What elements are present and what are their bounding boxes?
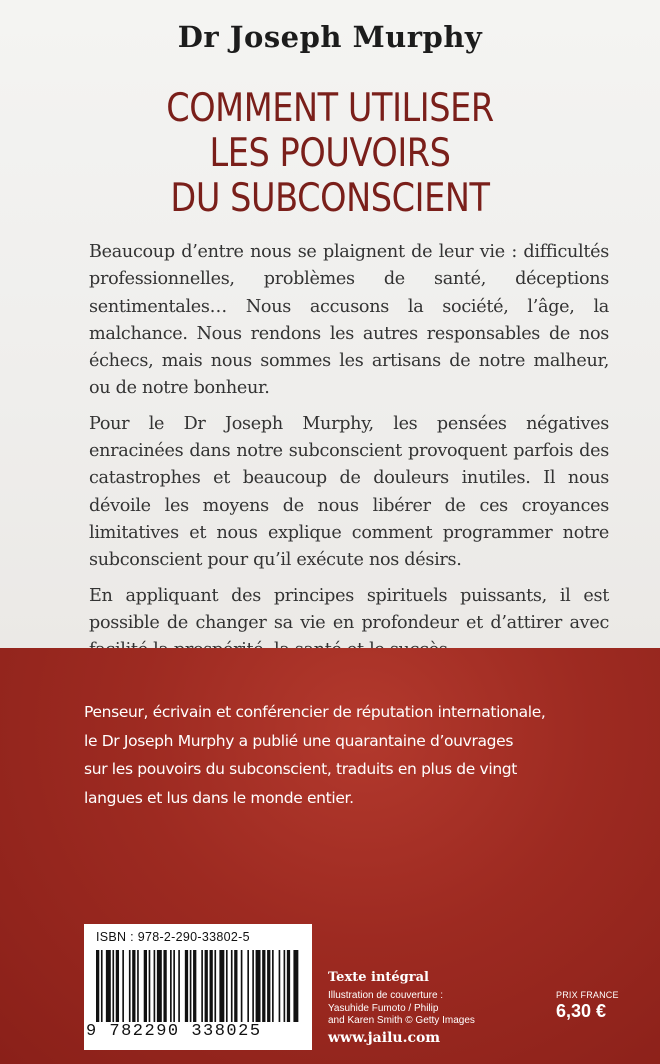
- barcode-bar-26: [231, 950, 233, 1022]
- isbn-text: ISBN : 978-2-290-33802-5: [96, 930, 250, 944]
- barcode-bar-13: [163, 950, 166, 1022]
- barcode-bar-31: [256, 950, 261, 1022]
- barcode-bar-24: [219, 950, 224, 1022]
- barcode-bar-9: [144, 950, 147, 1022]
- author-name: Dr Joseph Murphy: [177, 20, 483, 54]
- barcode-bar-4: [116, 950, 119, 1022]
- title-line-1: COMMENT UTILISER: [166, 86, 494, 131]
- title-line-3: DU SUBCONSCIENT: [170, 176, 490, 221]
- bio-line-3: sur les pouvoirs du subconscient, traduits en plus de vingt: [84, 760, 518, 779]
- barcode-bar-3: [112, 950, 114, 1022]
- barcode-bar-17: [185, 950, 188, 1022]
- barcode-bar-25: [226, 950, 228, 1022]
- barcode-bar-30: [252, 950, 254, 1022]
- bio-line-4: langues et lus dans le monde entier.: [84, 789, 354, 808]
- barcode-bar-5: [122, 950, 124, 1022]
- website-link[interactable]: www.jailu.com: [328, 1029, 441, 1046]
- barcode-bar-18: [190, 950, 192, 1022]
- barcode-bar-23: [214, 950, 216, 1022]
- barcode-bar-8: [137, 950, 139, 1022]
- bio-line-2: le Dr Joseph Murphy a publié une quarantaine d’ouvrages: [84, 731, 514, 750]
- barcode-bar-34: [272, 950, 274, 1022]
- barcode-bar-37: [287, 950, 290, 1022]
- barcode-bar-6: [129, 950, 131, 1022]
- illustration-line-3: and Karen Smith © Getty Images: [328, 1015, 475, 1026]
- barcode-label: [84, 924, 312, 1050]
- blurb-paragraph-3: En appliquant des principes spirituels puissants, il est possible de changer sa vie en profondeur et d’attirer avec: [89, 585, 609, 633]
- author-bio: [84, 698, 644, 813]
- barcode-icon: [96, 950, 300, 1022]
- barcode-digits: 9 782290 338025: [86, 1022, 262, 1041]
- illustration-credit: [328, 990, 528, 1028]
- barcode-bar-20: [201, 950, 203, 1022]
- barcode-bar-35: [279, 950, 281, 1022]
- red-band: [0, 648, 660, 1064]
- barcode-bar-28: [241, 950, 243, 1022]
- barcode-bar-1: [101, 950, 103, 1022]
- price-block: [556, 990, 619, 1022]
- barcode-bar-32: [262, 950, 265, 1022]
- barcode-bar-12: [157, 950, 162, 1022]
- barcode-bar-10: [149, 950, 151, 1022]
- barcode-bar-16: [178, 950, 180, 1022]
- price-label: PRIX FRANCE: [556, 990, 619, 1000]
- barcode-bar-15: [173, 950, 175, 1022]
- bio-line-1: Penseur, écrivain et conférencier de réputation internationale,: [84, 703, 546, 721]
- title-line-2: LES POUVOIRS: [209, 131, 451, 176]
- barcode-bar-21: [205, 950, 208, 1022]
- barcode-bar-38: [293, 950, 298, 1022]
- texte-integral: Texte intégral: [328, 970, 429, 985]
- barcode-bar-36: [284, 950, 286, 1022]
- blurb-paragraph-2: Pour le Dr Joseph Murphy, les pensées négatives enracinées dans notre subconscient provoquent parfois des catastrophes et beaucoup de douleurs inutiles. Il nous dévoile les moyens de nous libérer de ces croyances limitatives et nous explique comment programmer notre subconscient pour qu’il exécute nos désirs.: [89, 413, 609, 571]
- barcode-bar-2: [106, 950, 111, 1022]
- illustration-line-1: Illustration de couverture :: [328, 990, 444, 1001]
- barcode-bar-33: [267, 950, 270, 1022]
- book-title: [46, 86, 614, 221]
- illustration-line-2: Yasuhide Fumoto / Philip: [328, 1002, 439, 1014]
- barcode-bar-22: [210, 950, 213, 1022]
- barcode-bar-0: [96, 950, 99, 1022]
- credits: [328, 970, 528, 1046]
- blurb: [89, 239, 609, 672]
- barcode-bar-27: [234, 950, 237, 1022]
- barcode-bar-29: [247, 950, 249, 1022]
- barcode-bar-14: [170, 950, 172, 1022]
- blurb-paragraph-1: Beaucoup d’entre nous se plaignent de leur vie : difficultés professionnelles, problèmes de santé, déceptions sentimentales… Nous accusons la société, l’âge, la malchance. Nous rendons les autres responsables de nos échecs, mais nous sommes les artisans de notre malheur, ou de notre bonheur.: [89, 242, 609, 399]
- barcode-bar-7: [132, 950, 135, 1022]
- barcode-bar-11: [154, 950, 156, 1022]
- price-value: 6,30 €: [556, 1001, 607, 1021]
- barcode-bar-19: [193, 950, 196, 1022]
